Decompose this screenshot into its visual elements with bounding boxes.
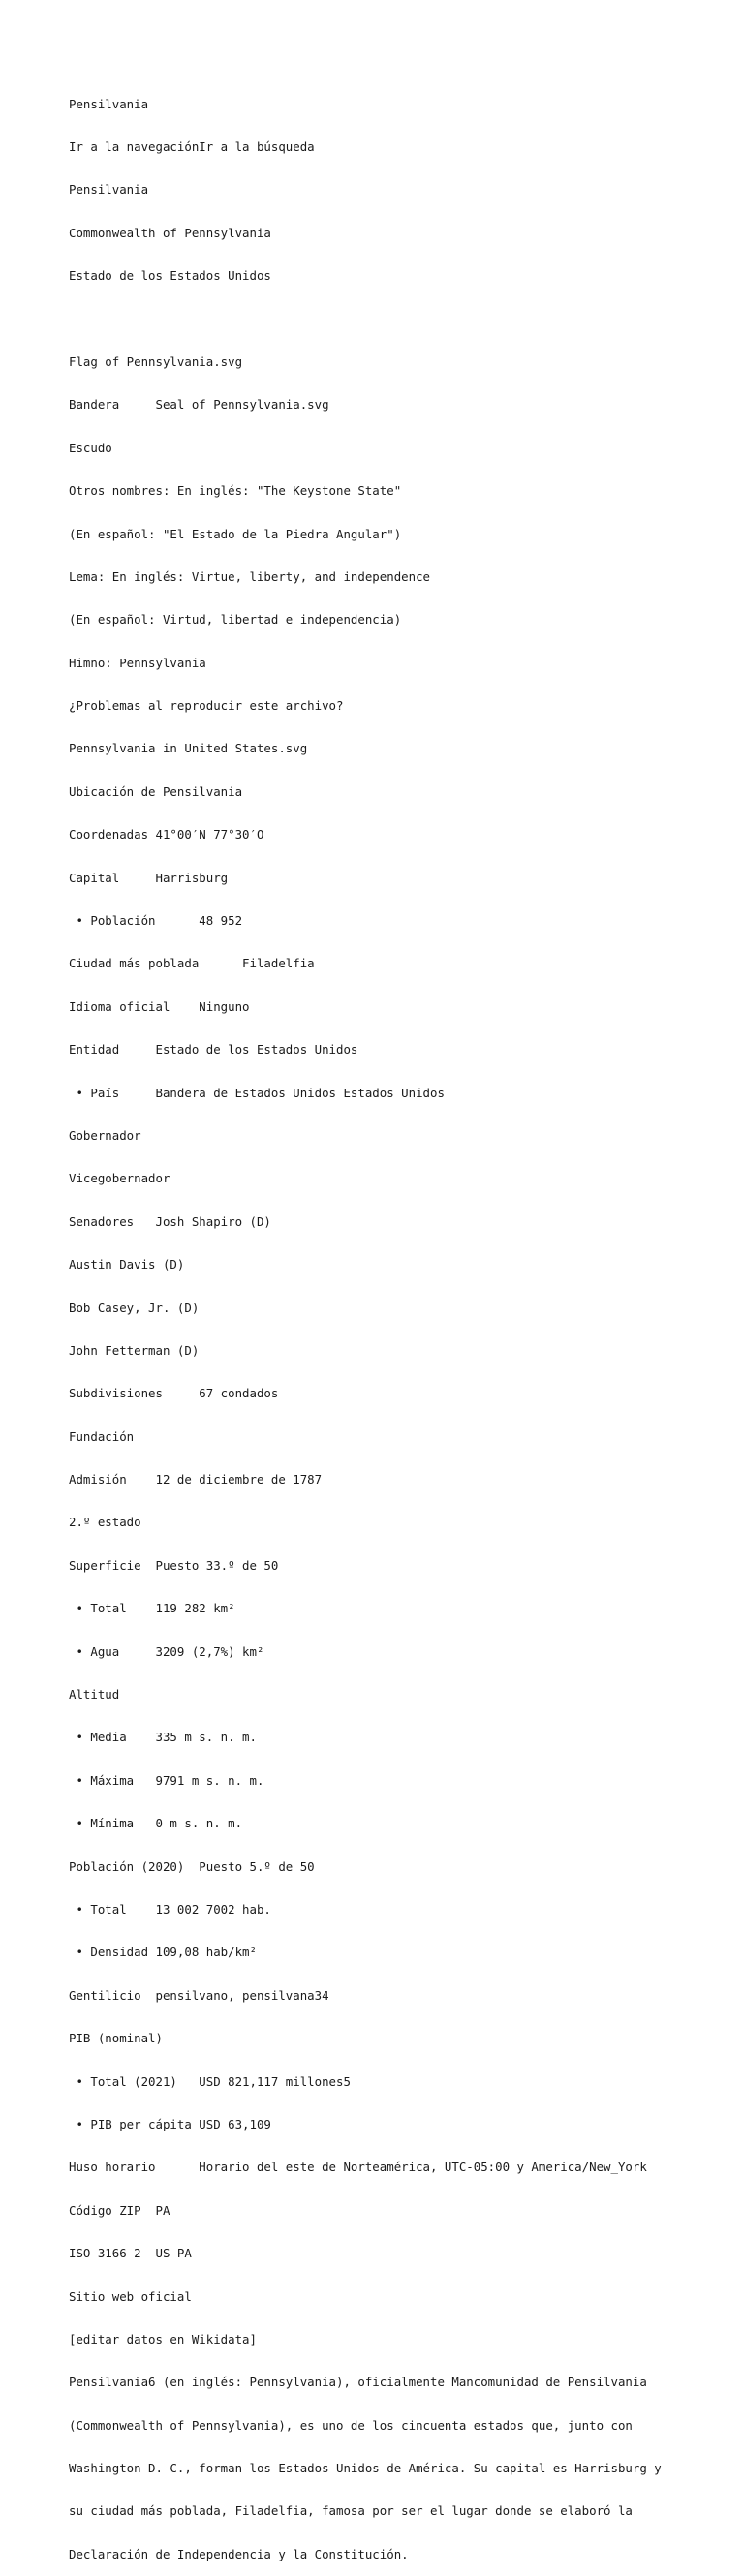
- subdivisions-row[interactable]: Subdivisiones 67 condados: [69, 1386, 279, 1401]
- escudo-label: Escudo: [69, 440, 112, 455]
- senator-line-2[interactable]: Austin Davis (D): [69, 1257, 185, 1273]
- nickname-translation: (En español: "El Estado de la Piedra Angular"): [69, 526, 402, 541]
- infobox-title: Pensilvania: [69, 182, 149, 198]
- altitude-mean-row: • Media 335 m s. n. m.: [69, 1730, 257, 1745]
- intro-paragraph-line-2: (Commonwealth of Pennsylvania), es uno de los cincuenta estados que, junto con: [69, 2417, 633, 2433]
- anthem-row[interactable]: Himno: Pennsylvania: [69, 655, 206, 670]
- gdp-per-capita-row: • PIB per cápita USD 63,109: [69, 2116, 271, 2131]
- spacer: [69, 313, 737, 327]
- admission-order: 2.º estado: [69, 1515, 141, 1530]
- intro-paragraph-line-1: Pensilvania6 (en inglés: Pennsylvania), oficialmente Mancomunidad de Pensilvania: [69, 2375, 647, 2390]
- timezone-row[interactable]: Huso horario Horario del este de Norteamérica, UTC-05:00 y America/New_York: [69, 2160, 647, 2175]
- iso-code-row[interactable]: ISO 3166-2 US-PA: [69, 2246, 192, 2261]
- intro-paragraph-line-5: Declaración de Independencia y la Constitución.: [69, 2546, 409, 2561]
- foundation-row: Fundación: [69, 1428, 135, 1444]
- demonym-row: Gentilicio pensilvano, pensilvana34: [69, 1987, 329, 2003]
- area-total-row: • Total 119 282 km²: [69, 1601, 235, 1616]
- governor-row: Gobernador: [69, 1127, 141, 1143]
- senators-row[interactable]: Senadores Josh Shapiro (D): [69, 1213, 271, 1229]
- altitude-row: Altitud: [69, 1687, 120, 1702]
- gdp-total-row: • Total (2021) USD 821,117 millones5: [69, 2073, 351, 2089]
- infobox-type: Estado de los Estados Unidos: [69, 268, 271, 284]
- flag-seal-row[interactable]: Bandera Seal of Pennsylvania.svg: [69, 397, 329, 413]
- map-image-ref[interactable]: Pennsylvania in United States.svg: [69, 741, 308, 756]
- largest-city-row[interactable]: Ciudad más poblada Filadelfia: [69, 956, 315, 971]
- lt-governor-row: Vicegobernador: [69, 1171, 170, 1186]
- doc-title: Pensilvania: [69, 96, 149, 111]
- gdp-row[interactable]: PIB (nominal): [69, 2031, 163, 2046]
- zip-code-row: Código ZIP PA: [69, 2202, 170, 2218]
- country-row[interactable]: • País Bandera de Estados Unidos Estados Unidos: [69, 1085, 445, 1100]
- admission-row[interactable]: Admisión 12 de diciembre de 1787: [69, 1472, 323, 1487]
- flag-image-ref[interactable]: Flag of Pennsylvania.svg: [69, 353, 243, 369]
- area-row: Superficie Puesto 33.º de 50: [69, 1557, 279, 1573]
- intro-paragraph-line-3: Washington D. C., forman los Estados Unidos de América. Su capital es Harrisburg y: [69, 2461, 662, 2476]
- audio-help-link[interactable]: ¿Problemas al reproducir este archivo?: [69, 698, 344, 714]
- motto-row: Lema: En inglés: Virtue, liberty, and independence: [69, 568, 430, 584]
- official-website-link[interactable]: Sitio web oficial: [69, 2288, 192, 2304]
- skip-links[interactable]: Ir a la navegaciónIr a la búsqueda: [69, 138, 315, 154]
- population-total-row: • Total 13 002 7002 hab.: [69, 1902, 271, 1917]
- official-language-row: Idioma oficial Ninguno: [69, 998, 250, 1014]
- motto-translation: (En español: Virtud, libertad e independencia): [69, 612, 402, 628]
- coordinates-row[interactable]: Coordenadas 41°00′N 77°30′O: [69, 827, 264, 843]
- capital-row[interactable]: Capital Harrisburg: [69, 870, 229, 885]
- infobox-official-name: Commonwealth of Pennsylvania: [69, 225, 271, 240]
- capital-population-row: • Población 48 952: [69, 913, 243, 929]
- altitude-max-row: • Máxima 9791 m s. n. m.: [69, 1772, 264, 1788]
- senator-line-3[interactable]: Bob Casey, Jr. (D): [69, 1300, 200, 1315]
- intro-paragraph-line-4: su ciudad más poblada, Filadelfia, famosa por ser el lugar donde se elaboró la: [69, 2503, 633, 2519]
- senator-line-4[interactable]: John Fetterman (D): [69, 1342, 200, 1358]
- edit-wikidata-link[interactable]: [editar datos en Wikidata]: [69, 2331, 257, 2346]
- entity-row[interactable]: Entidad Estado de los Estados Unidos: [69, 1042, 358, 1058]
- population-row: Población (2020) Puesto 5.º de 50: [69, 1858, 315, 1874]
- area-water-row: • Agua 3209 (2,7%) km²: [69, 1643, 264, 1659]
- nickname-row: Otros nombres: En inglés: "The Keystone State": [69, 483, 402, 499]
- map-caption: Ubicación de Pensilvania: [69, 783, 243, 799]
- document-text: [69, 69, 737, 2576]
- population-density-row: • Densidad 109,08 hab/km²: [69, 1945, 257, 1960]
- altitude-min-row: • Mínima 0 m s. n. m.: [69, 1816, 243, 1831]
